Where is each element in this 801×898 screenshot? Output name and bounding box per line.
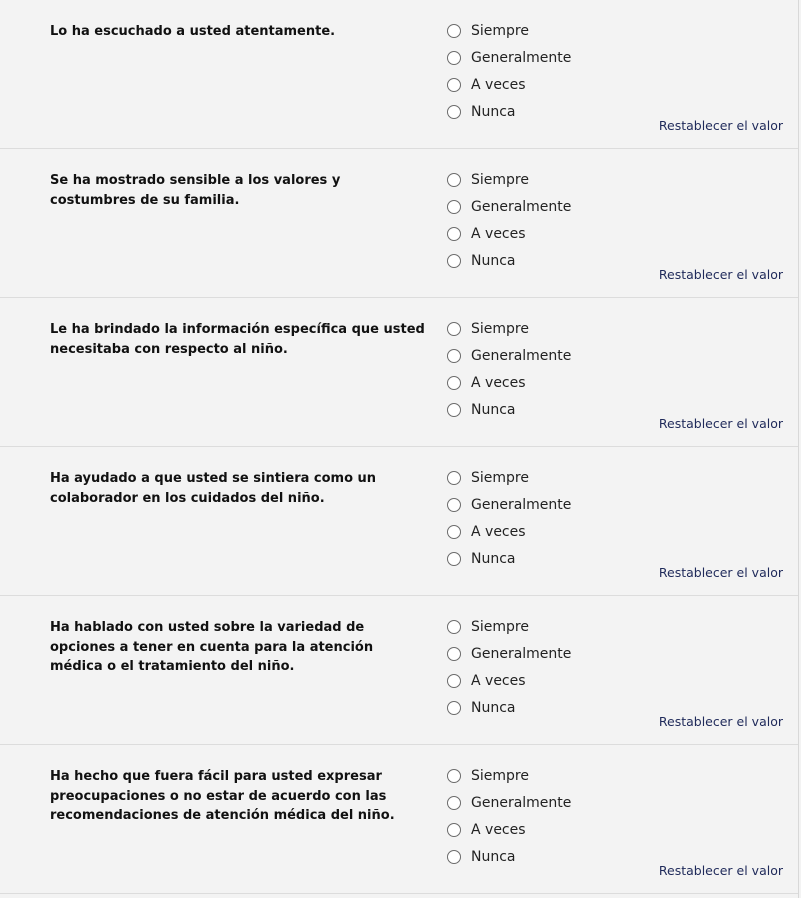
option-nunca[interactable] xyxy=(447,843,571,870)
radio-button[interactable] xyxy=(447,78,461,92)
option-label: Nunca xyxy=(471,848,516,865)
option-a-veces[interactable] xyxy=(447,369,571,396)
reset-value-link[interactable]: Restablecer el valor xyxy=(658,267,783,282)
radio-button[interactable] xyxy=(447,674,461,688)
option-nunca[interactable] xyxy=(447,396,571,423)
radio-button[interactable] xyxy=(447,200,461,214)
option-siempre[interactable] xyxy=(447,762,571,789)
question-text: Lo ha escuchado a usted atentamente. xyxy=(50,24,336,39)
radio-button[interactable] xyxy=(447,701,461,715)
option-label: Siempre xyxy=(471,767,529,784)
option-label: Nunca xyxy=(471,252,516,269)
option-label: A veces xyxy=(471,672,526,689)
radio-button[interactable] xyxy=(447,376,461,390)
option-label: Nunca xyxy=(471,401,516,418)
question-1 xyxy=(0,0,798,149)
radio-button[interactable] xyxy=(447,173,461,187)
option-generalmente[interactable] xyxy=(447,491,571,518)
option-label: Generalmente xyxy=(471,347,572,364)
radio-button[interactable] xyxy=(447,498,461,512)
radio-button[interactable] xyxy=(447,51,461,65)
option-siempre[interactable] xyxy=(447,166,571,193)
radio-group xyxy=(447,166,571,274)
option-siempre[interactable] xyxy=(447,17,571,44)
option-a-veces[interactable] xyxy=(447,667,571,694)
option-label: Generalmente xyxy=(471,198,572,215)
option-a-veces[interactable] xyxy=(447,71,571,98)
option-label: A veces xyxy=(471,76,526,93)
option-label: Siempre xyxy=(471,469,529,486)
question-5 xyxy=(0,596,798,745)
option-label: Generalmente xyxy=(471,496,572,513)
option-label: Siempre xyxy=(471,22,529,39)
radio-group xyxy=(447,464,571,572)
radio-group xyxy=(447,315,571,423)
radio-group xyxy=(447,613,571,721)
option-label: Nunca xyxy=(471,103,516,120)
radio-button[interactable] xyxy=(447,322,461,336)
question-text: Le ha brindado la información específica que usted necesitaba con respecto al niño. xyxy=(50,322,425,357)
option-generalmente[interactable] xyxy=(447,789,571,816)
radio-group xyxy=(447,762,571,870)
option-siempre[interactable] xyxy=(447,613,571,640)
radio-button[interactable] xyxy=(447,769,461,783)
radio-button[interactable] xyxy=(447,227,461,241)
radio-button[interactable] xyxy=(447,403,461,417)
radio-button[interactable] xyxy=(447,850,461,864)
radio-button[interactable] xyxy=(447,525,461,539)
option-nunca[interactable] xyxy=(447,694,571,721)
question-3 xyxy=(0,298,798,447)
option-label: Siempre xyxy=(471,618,529,635)
option-label: A veces xyxy=(471,374,526,391)
radio-button[interactable] xyxy=(447,823,461,837)
option-siempre[interactable] xyxy=(447,464,571,491)
radio-button[interactable] xyxy=(447,24,461,38)
reset-value-link[interactable]: Restablecer el valor xyxy=(658,714,783,729)
option-label: Generalmente xyxy=(471,794,572,811)
option-a-veces[interactable] xyxy=(447,220,571,247)
option-nunca[interactable] xyxy=(447,545,571,572)
reset-value-link[interactable]: Restablecer el valor xyxy=(658,416,783,431)
question-text: Ha hablado con usted sobre la variedad de opciones a tener en cuenta para la atención médica o el tratamiento del niño. xyxy=(50,620,374,674)
question-text: Ha ayudado a que usted se sintiera como un colaborador en los cuidados del niño. xyxy=(50,471,377,506)
radio-button[interactable] xyxy=(447,105,461,119)
option-label: Nunca xyxy=(471,699,516,716)
option-label: Generalmente xyxy=(471,645,572,662)
option-nunca[interactable] xyxy=(447,98,571,125)
question-text: Ha hecho que fuera fácil para usted expresar preocupaciones o no estar de acuerdo con las recomendaciones de atención médica del niño. xyxy=(50,769,395,823)
option-generalmente[interactable] xyxy=(447,193,571,220)
radio-button[interactable] xyxy=(447,349,461,363)
option-nunca[interactable] xyxy=(447,247,571,274)
radio-button[interactable] xyxy=(447,796,461,810)
option-a-veces[interactable] xyxy=(447,816,571,843)
radio-button[interactable] xyxy=(447,254,461,268)
question-2 xyxy=(0,149,798,298)
option-generalmente[interactable] xyxy=(447,342,571,369)
question-6 xyxy=(0,745,798,894)
radio-button[interactable] xyxy=(447,471,461,485)
option-generalmente[interactable] xyxy=(447,640,571,667)
radio-group xyxy=(447,17,571,125)
question-text: Se ha mostrado sensible a los valores y costumbres de su familia. xyxy=(50,173,341,208)
radio-button[interactable] xyxy=(447,647,461,661)
option-label: A veces xyxy=(471,523,526,540)
radio-button[interactable] xyxy=(447,620,461,634)
option-label: Siempre xyxy=(471,320,529,337)
radio-button[interactable] xyxy=(447,552,461,566)
option-a-veces[interactable] xyxy=(447,518,571,545)
reset-value-link[interactable]: Restablecer el valor xyxy=(658,565,783,580)
option-siempre[interactable] xyxy=(447,315,571,342)
question-4 xyxy=(0,447,798,596)
option-label: Siempre xyxy=(471,171,529,188)
option-label: A veces xyxy=(471,225,526,242)
option-generalmente[interactable] xyxy=(447,44,571,71)
option-label: Nunca xyxy=(471,550,516,567)
reset-value-link[interactable]: Restablecer el valor xyxy=(658,863,783,878)
option-label: Generalmente xyxy=(471,49,572,66)
reset-value-link[interactable]: Restablecer el valor xyxy=(658,118,783,133)
option-label: A veces xyxy=(471,821,526,838)
